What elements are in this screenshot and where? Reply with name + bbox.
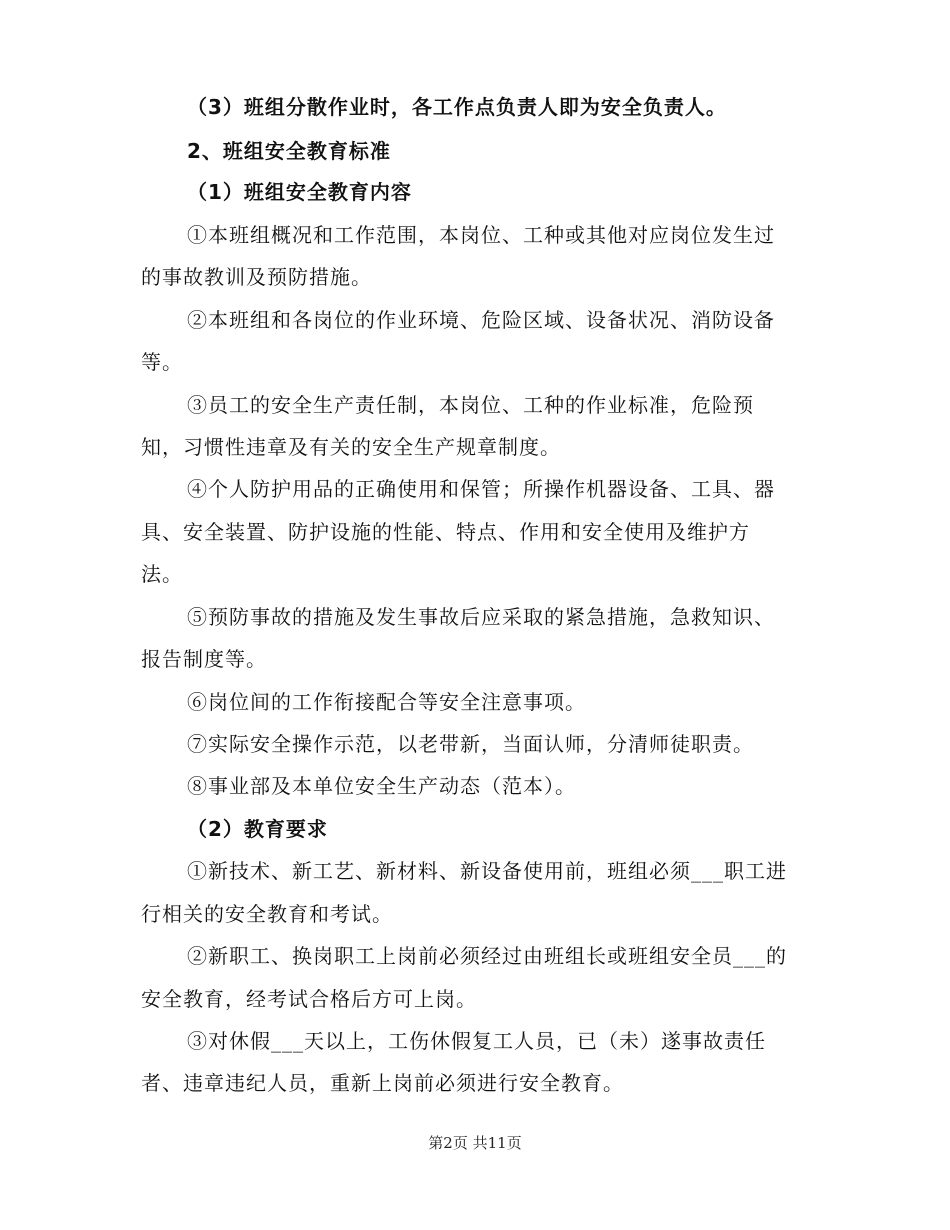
section-heading: 2、班组安全教育标准	[187, 139, 391, 163]
paragraph-line: ⑥岗位间的工作衔接配合等安全注意事项。	[187, 690, 586, 714]
subsection-heading: （2）教育要求	[187, 817, 328, 841]
paragraph-line: ②新职工、换岗职工上岗前必须经过由班组长或班组安全员___的	[187, 944, 787, 968]
paragraph-line: ③员工的安全生产责任制，本岗位、工种的作业标准，危险预	[187, 393, 754, 417]
paragraph-line: ④个人防护用品的正确使用和保管；所操作机器设备、工具、器	[187, 477, 775, 501]
paragraph-line: 的事故教训及预防措施。	[141, 265, 372, 289]
paragraph-line: ⑧事业部及本单位安全生产动态（范本）。	[187, 774, 576, 798]
paragraph-line: ⑦实际安全操作示范，以老带新，当面认师，分清师徒职责。	[187, 732, 754, 756]
paragraph-line: 报告制度等。	[141, 647, 267, 671]
paragraph-line: 具、安全装置、防护设施的性能、特点、作用和安全使用及维护方	[141, 520, 750, 544]
paragraph-line: 者、违章违纪人员，重新上岗前必须进行安全教育。	[141, 1071, 624, 1095]
paragraph-line: ③对休假___天以上，工伤休假复工人员，已（未）遂事故责任	[187, 1029, 766, 1053]
paragraph-line: ①本班组概况和工作范围，本岗位、工种或其他对应岗位发生过	[187, 223, 775, 247]
paragraph-line: 知，习惯性违章及有关的安全生产规章制度。	[141, 435, 561, 459]
paragraph-line: ①新技术、新工艺、新材料、新设备使用前，班组必须___职工进	[187, 859, 787, 883]
paragraph-line: 安全教育，经考试合格后方可上岗。	[141, 987, 477, 1011]
heading-line: （3）班组分散作业时，各工作点负责人即为安全负责人。	[187, 95, 727, 119]
paragraph-line: 等。	[141, 350, 183, 374]
paragraph-line: ②本班组和各岗位的作业环境、危险区域、设备状况、消防设备	[187, 308, 775, 332]
paragraph-line: ⑤预防事故的措施及发生事故后应采取的紧急措施，急救知识、	[187, 605, 775, 629]
subsection-heading: （1）班组安全教育内容	[187, 180, 412, 204]
paragraph-line: 法。	[141, 562, 183, 586]
paragraph-line: 行相关的安全教育和考试。	[141, 902, 393, 926]
page-number-footer: 第2页 共11页	[428, 1134, 522, 1152]
